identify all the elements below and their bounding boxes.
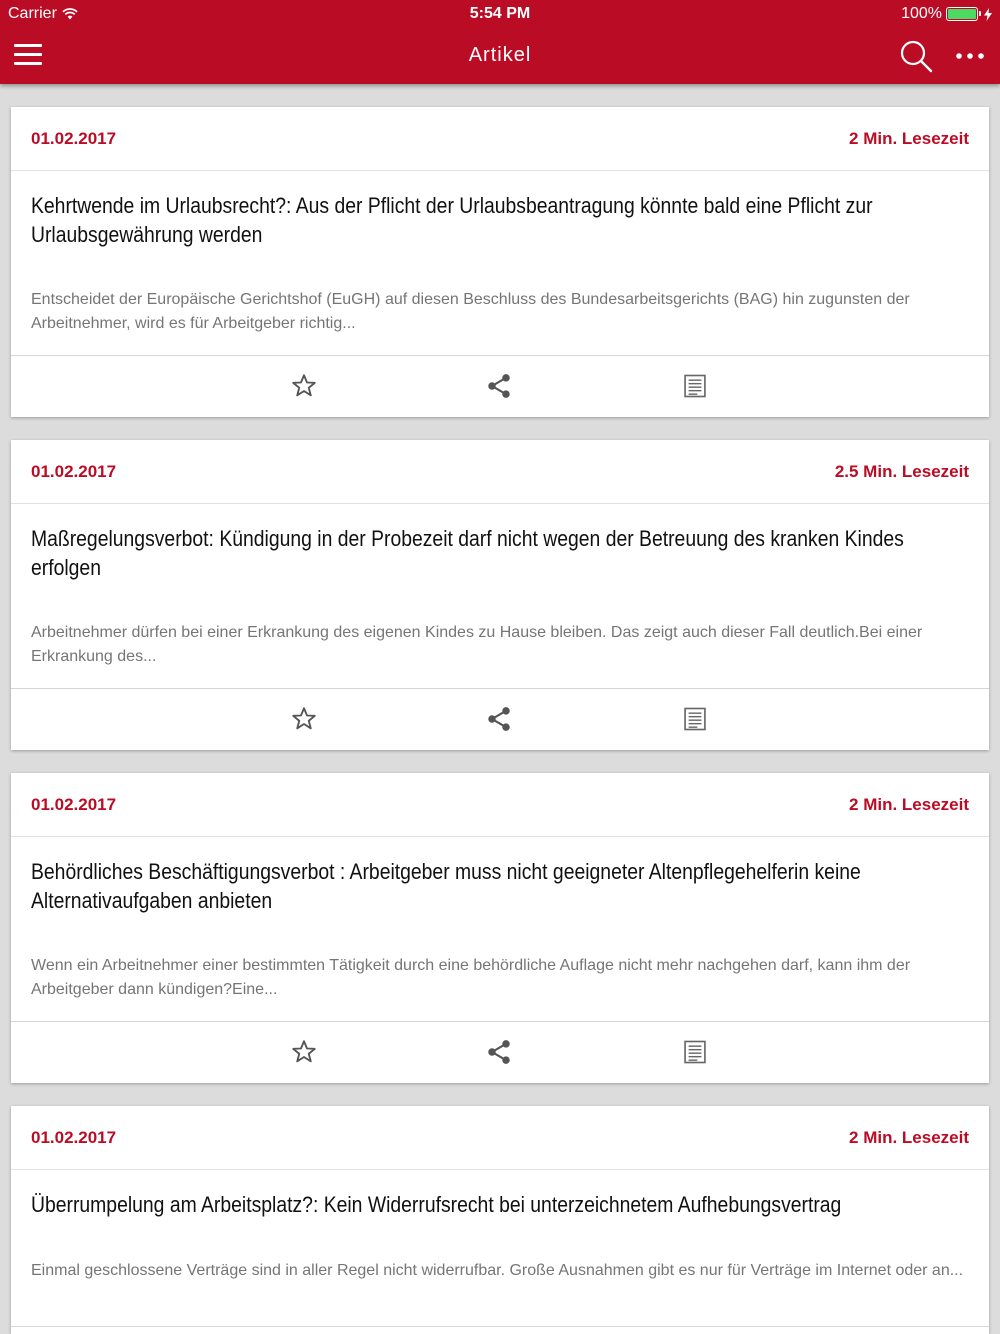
article-actions	[11, 355, 989, 417]
article-excerpt: Einmal geschlossene Verträge sind in aller Regel nicht widerrufbar. Große Ausnahmen gibt es nur für Verträge im Internet oder an...	[31, 1262, 964, 1279]
article-read-time: 2.5 Min. Lesezeit	[834, 462, 969, 481]
article-actions	[11, 1021, 989, 1083]
star-icon[interactable]	[290, 705, 318, 733]
status-bar	[0, 0, 1000, 28]
status-time: 5:54 PM	[469, 5, 531, 22]
star-icon[interactable]	[290, 372, 318, 400]
battery-percent: 100%	[901, 5, 942, 22]
battery-indicator	[901, 5, 992, 23]
article-icon[interactable]	[681, 1038, 709, 1066]
article-excerpt: Arbeitnehmer dürfen bei einer Erkrankung des eigenen Kindes zu Hause bleiben. Das zeigt auch dieser Fall deutlich.Bei einer Erkrankung des...	[31, 624, 923, 665]
article-header	[11, 1106, 989, 1170]
charging-bolt-icon	[984, 8, 992, 21]
article-excerpt: Wenn ein Arbeitnehmer einer bestimmten Tätigkeit durch eine behördliche Auflage nicht mehr nachgehen darf, kann ihm der Arbeitgeber dann kündigen?Eine...	[31, 957, 911, 998]
article-date: 01.02.2017	[31, 462, 117, 481]
share-icon[interactable]	[485, 705, 513, 733]
article-date: 01.02.2017	[31, 129, 117, 148]
article-title[interactable]: Überrumpelung am Arbeitsplatz?: Kein Widerrufsrecht bei unterzeichnetem Aufhebungsvertrag	[31, 1192, 842, 1217]
article-title[interactable]: Kehrtwende im Urlaubsrecht?: Aus der Pflicht der Urlaubsbeantragung könnte bald eine Pflicht zur Urlaubsgewährung werden	[31, 193, 873, 247]
battery-icon	[946, 7, 978, 21]
page-title: Artikel	[468, 44, 532, 66]
article-excerpt: Entscheidet der Europäische Gerichtshof (EuGH) auf diesen Beschluss des Bundesarbeitsgerichts (BAG) hin zugunsten der Arbeitnehmer, wird es für Arbeitgeber richtig...	[31, 291, 910, 332]
carrier-label: Carrier	[8, 5, 57, 22]
search-icon[interactable]	[898, 38, 934, 74]
nav-bar	[0, 28, 1000, 84]
article-header	[11, 107, 989, 171]
share-icon[interactable]	[485, 1038, 513, 1066]
app-header	[0, 0, 1000, 84]
article-header	[11, 773, 989, 837]
article-card[interactable]	[11, 1106, 989, 1334]
article-actions	[11, 1326, 989, 1334]
article-icon[interactable]	[681, 705, 709, 733]
more-dots-icon[interactable]	[954, 44, 986, 68]
article-card[interactable]	[11, 773, 989, 1083]
article-title[interactable]: Maßregelungsverbot: Kündigung in der Probezeit darf nicht wegen der Betreuung des kranken Kindes erfolgen	[31, 526, 904, 580]
share-icon[interactable]	[485, 372, 513, 400]
article-read-time: 2 Min. Lesezeit	[849, 795, 969, 814]
star-icon[interactable]	[290, 1038, 318, 1066]
article-icon[interactable]	[681, 372, 709, 400]
article-header	[11, 440, 989, 504]
article-date: 01.02.2017	[31, 795, 117, 814]
article-card[interactable]	[11, 440, 989, 750]
article-date: 01.02.2017	[31, 1128, 117, 1147]
article-card[interactable]	[11, 107, 989, 417]
article-read-time: 2 Min. Lesezeit	[849, 1128, 969, 1147]
article-actions	[11, 688, 989, 750]
article-title[interactable]: Behördliches Beschäftigungsverbot : Arbeitgeber muss nicht geeigneter Altenpflegehelferin keine Alternativaufgaben anbieten	[31, 859, 861, 913]
article-read-time: 2 Min. Lesezeit	[849, 129, 969, 148]
